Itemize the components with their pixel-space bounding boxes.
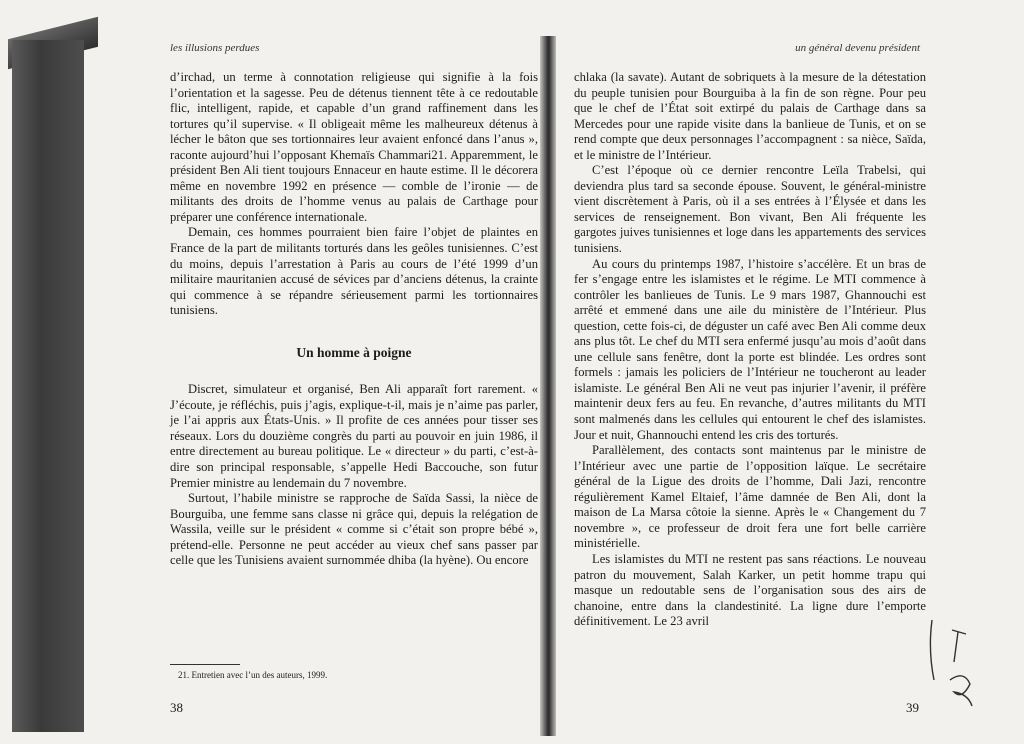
footnote: 21. Entretien avec l’un des auteurs, 1999. — [178, 670, 328, 680]
left-paragraph-3: Discret, simulateur et organisé, Ben Ali apparaît fort rarement. « J’écoute, je réfléchis, puis j’agis, explique-t-il, mais je n’aime pas parler, je l’ai appris aux États-Unis. » Il profite de ces années pour tisser ses réseaux. Lors du douzième congrès du parti au pouvoir en juin 1986, il entre directement au bureau politique. Le « directeur » du parti, c’est-à-dire son principal responsable, s’appelle Hedi Baccouche, son futur Premier ministre au lendemain du 7 novembre. — [170, 382, 538, 490]
margin-annotation-icon — [924, 610, 984, 730]
left-body-text — [170, 70, 538, 569]
right-paragraph-5: Les islamistes du MTI ne restent pas sans réactions. Le nouveau patron du mouvement, Salah Karker, un petit homme trapu qui masque un redoutable sens de l’organisation sous des airs de chanoine, entre dans la clandestinité. La ligne dure l’emporte définitivement. Le 23 avril — [574, 551, 926, 629]
right-page-number: 39 — [906, 700, 919, 715]
right-page — [556, 0, 956, 744]
handwritten-margin-marks — [924, 610, 984, 730]
right-paragraph-2: C’est l’époque où ce dernier rencontre Leïla Trabelsi, qui deviendra plus tard sa seconde épouse. Souvent, le général-ministre vient discrètement à Paris, où il a ses entrées à l’Élysée et dans les services de renseignement. Bon vivant, Ben Ali fréquente les gargotes juives tunisiennes et loge dans les appartements des services tunisiens. — [574, 163, 926, 256]
left-paragraph-4: Surtout, l’habile ministre se rapproche de Saïda Sassi, la nièce de Bourguiba, une femme sans classe ni grâce qui, depuis la relégation de Wassila, veille sur le président « comme si c’était son propre bébé », prétend-elle. Personne ne peut accéder au vieux chef sans passer par celle que les Tunisiens avaient surnommée dhiba (la hyène). Ou encore — [170, 491, 538, 568]
left-page — [100, 0, 544, 744]
left-running-head: les illusions perdues — [170, 42, 260, 54]
footnote-rule — [170, 664, 240, 665]
section-title: Un homme à poigne — [296, 344, 412, 360]
left-page-number: 38 — [170, 700, 183, 715]
right-paragraph-1: chlaka (la savate). Autant de sobriquets à la mesure de la détestation du peuple tunisien pour Bourguiba à la fin de son règne. Pour peu que le chef de l’État soit extirpé du palais de Carthage dans sa Mercedes pour une rapide visite dans la banlieue de Tunis, et on se rend compte que deux personnages l’accompagnent : sa nièce, Saïda, et le ministre de l’Intérieur. — [574, 70, 926, 162]
scan-shadow-left-edge — [12, 40, 84, 732]
left-paragraph-2: Demain, ces hommes pourraient bien faire l’objet de plaintes en France de la part de militants torturés dans les geôles tunisiennes. C’est du moins, depuis l’arrestation à Paris au cours de l’été 1999 d’un militaire mauritanien accusé de sévices par d’anciens détenus, la crainte qui commence à se répandre sérieusement parmi les tortionnaires tunisiens. — [170, 225, 538, 318]
left-paragraph-1: d’irchad, un terme à connotation religieuse qui signifie à la fois l’orientation et la sagesse. Peu de détenus tiennent tête à ce redoutable flic, intelligent, rapide, et capable d’un grand raffinement dans les tortures qu’il supervise. « Il obligeait même les malheureux détenus à lécher le bâton que ses tortionnaires leur avaient enfoncé dans l’anus », raconte aujourd’hui l’opposant Khemaïs Chammari21. Apparemment, le président Ben Ali tient toujours Ennaceur en haute estime. Il le décorera même en novembre 1992 en présence — comble de l’ironie — de militants des droits de l’homme venus au palais de Carthage pour préparer une conférence internationale. — [170, 70, 538, 224]
right-running-head: un général devenu président — [795, 42, 920, 54]
right-body-text — [574, 70, 926, 630]
right-paragraph-4: Parallèlement, des contacts sont maintenus par le ministre de l’Intérieur avec une partie de l’opposition laïque. Le secrétaire général de la Ligue des droits de l’homme, Dali Jazi, rencontre régulièrement Kamel Eltaief, l’âme damnée de Ben Ali, dont la maison de La Marsa côtoie la sienne. Après le « Changement du 7 novembre », ce professeur de droit fera une fort belle carrière ministérielle. — [574, 443, 926, 551]
right-paragraph-3: Au cours du printemps 1987, l’histoire s’accélère. Et un bras de fer s’engage entre les islamistes et le régime. Le MTI commence à contrôler les banlieues de Tunis. Le 9 mars 1987, Ghannouchi est arrêté et emmené dans une aile du ministère de l’Intérieur. Plus question, cette fois-ci, de déguster un café avec Ben Ali comme deux ans plus tôt. Le chef du MTI sera enfermé jusqu’au mois d’août dans une cellule sans fenêtre, dont la porte est blindée. Les ordres sont formels : jamais les policiers de l’Intérieur ne toucheront au leader islamiste. Le général Ben Ali ne veut pas injurier l’avenir, il préfère maintenir deux fers au feu. En revanche, d’autres militants du MTI sont malmenés dans les cellules qui entourent le chef des islamistes. Jour et nuit, Ghannouchi entend les cris des torturés. — [574, 256, 926, 442]
